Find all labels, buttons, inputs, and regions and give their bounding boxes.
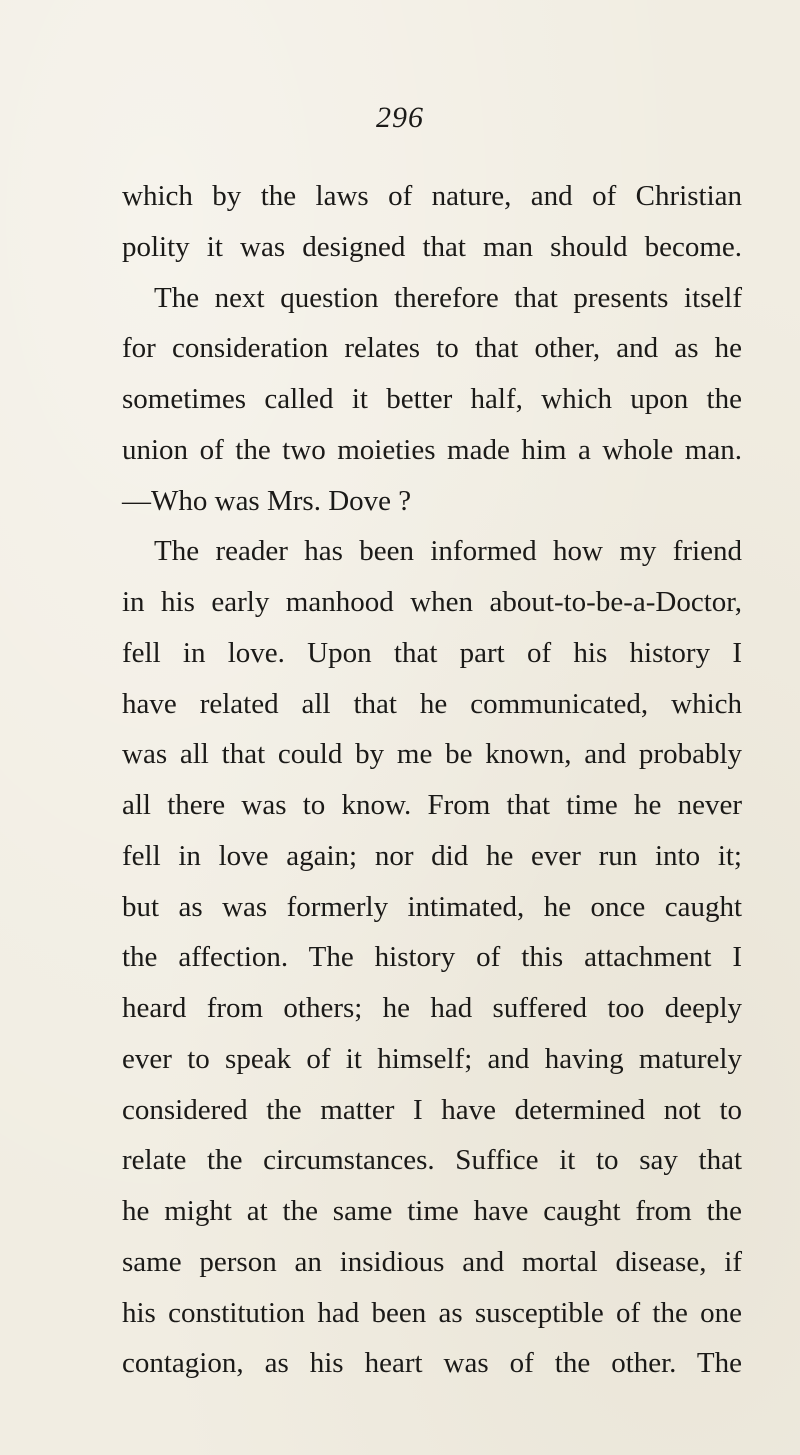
text-line: fell in love. Upon that part of his history I — [122, 636, 742, 669]
page-number: 296 — [376, 101, 424, 134]
text-line: in his early manhood when about-to-be-a-Doctor, — [122, 586, 742, 618]
text-line: fell in love again; nor did he ever run into it; — [122, 839, 742, 872]
text-line: all there was to know. From that time he never — [122, 789, 742, 821]
text-line: sometimes called it better half, which upon the — [122, 383, 742, 415]
text-line: considered the matter I have determined not to — [122, 1093, 742, 1126]
text-line: for consideration relates to that other, and as he — [122, 332, 742, 365]
text-line: heard from others; he had suffered too deeply — [122, 992, 742, 1024]
text-line: union of the two moieties made him a whole man. — [122, 433, 742, 466]
text-line: The next question therefore that presents itself — [154, 281, 742, 314]
text-line: contagion, as his heart was of the other. The — [122, 1347, 742, 1380]
body-text — [122, 171, 742, 1389]
text-line: but as was formerly intimated, he once caught — [122, 890, 742, 923]
text-line: he might at the same time have caught from the — [122, 1195, 742, 1227]
text-line: The reader has been informed how my friend — [154, 535, 742, 568]
text-line: was all that could by me be known, and probably — [122, 738, 742, 771]
text-line: his constitution had been as susceptible of the one — [122, 1296, 742, 1329]
text-line: ever to speak of it himself; and having maturely — [122, 1042, 742, 1075]
text-line: have related all that he communicated, which — [122, 687, 742, 720]
text-line: the affection. The history of this attachment I — [122, 941, 742, 974]
text-line: which by the laws of nature, and of Christian — [122, 180, 742, 212]
text-line: polity it was designed that man should become. — [122, 230, 742, 263]
text-line: same person an insidious and mortal disease, if — [122, 1245, 742, 1278]
text-line: —Who was Mrs. Dove ? — [122, 484, 412, 517]
text-line: relate the circumstances. Suffice it to say that — [122, 1144, 742, 1177]
